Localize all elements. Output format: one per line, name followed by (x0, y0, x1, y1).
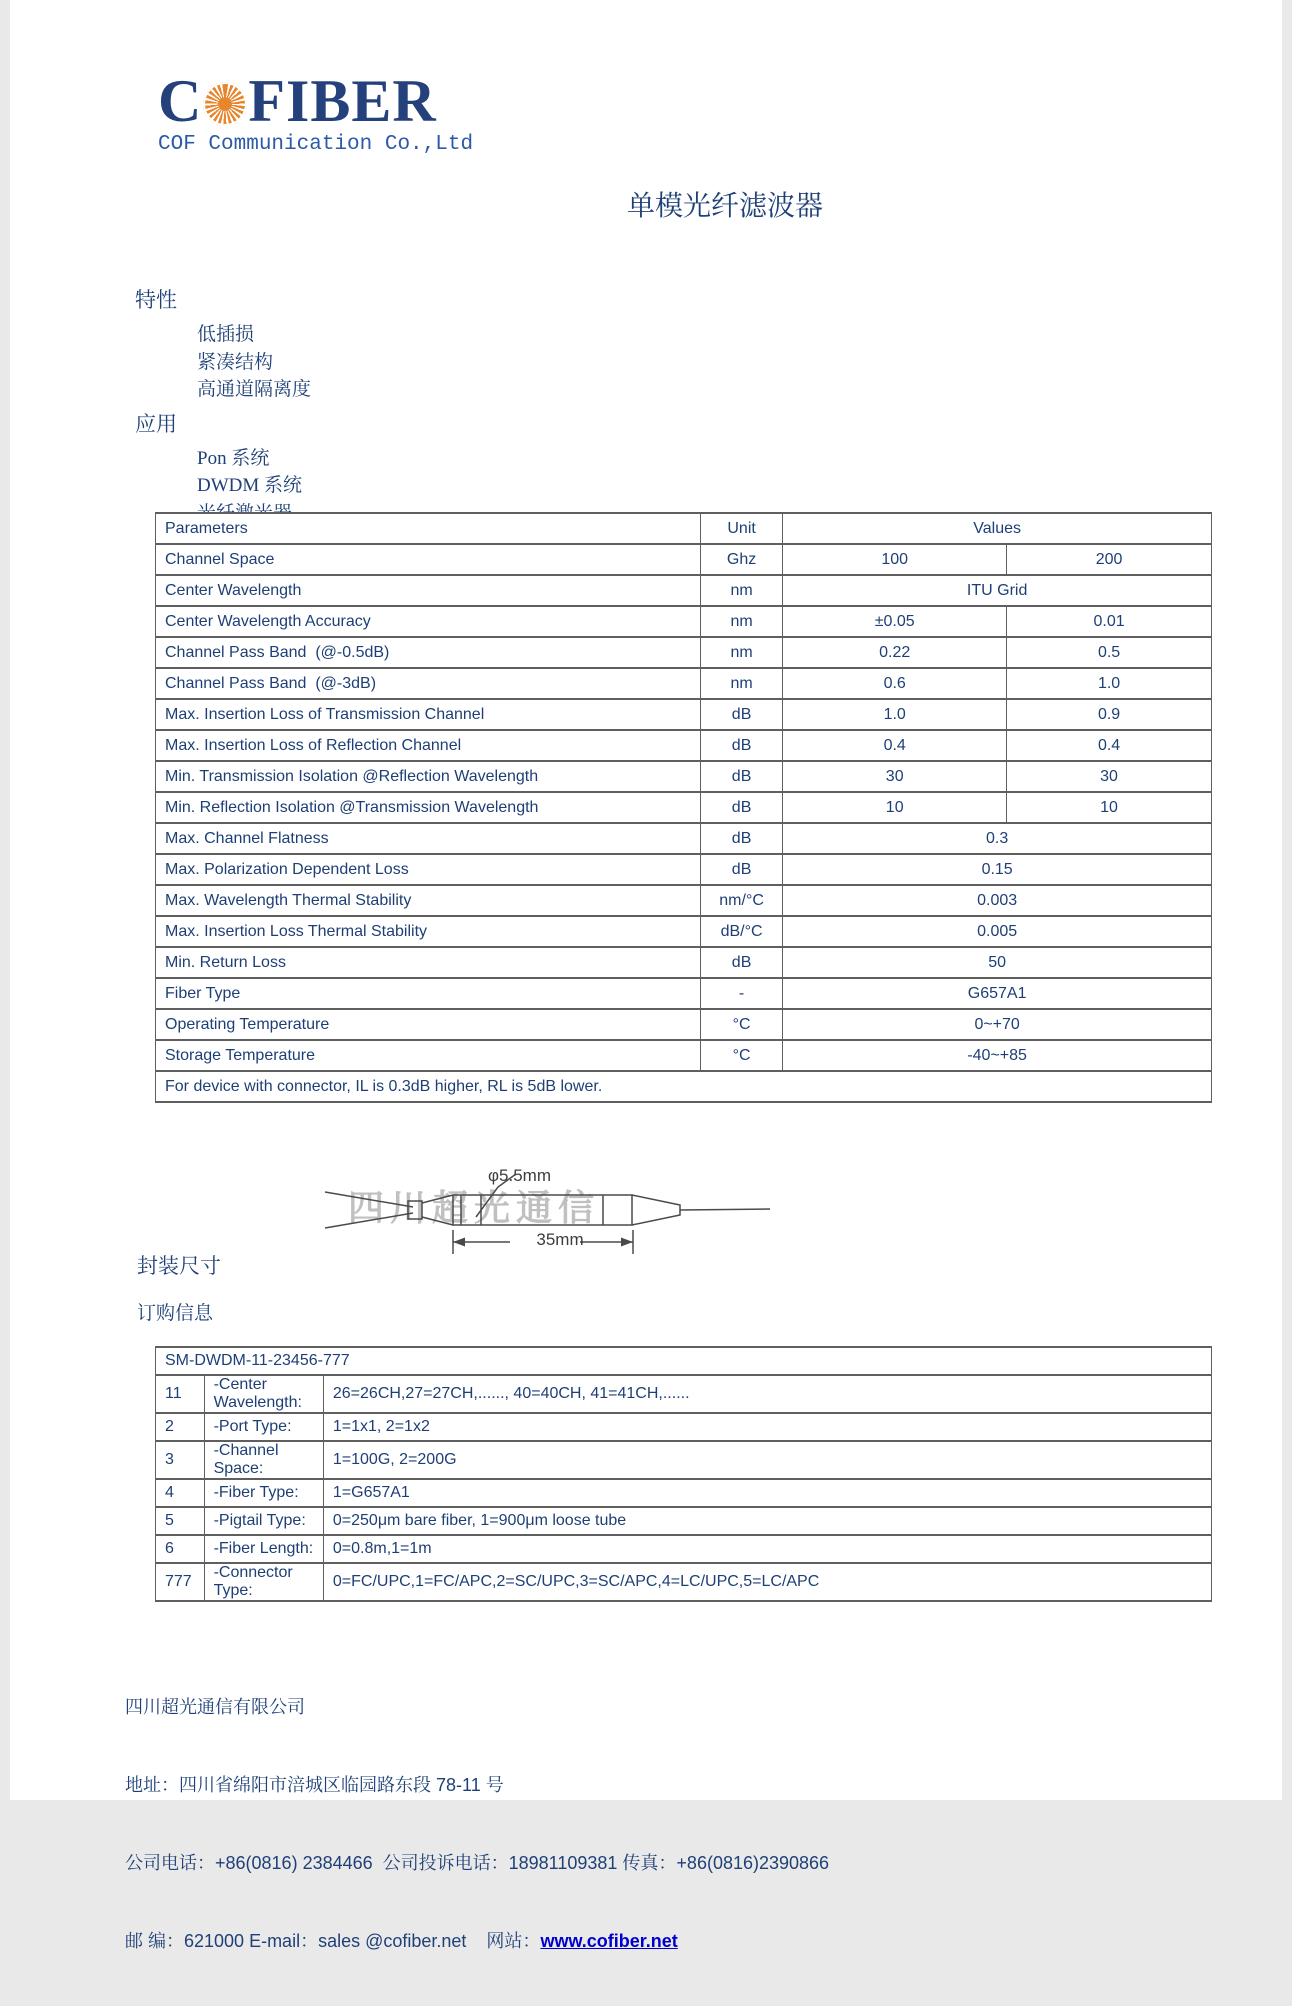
page-title: 单模光纤滤波器 (626, 191, 823, 222)
company-logo (158, 68, 474, 156)
order-desc-cell: 26=26CH,27=27CH,......, 40=40CH, 41=41CH,...... (323, 1375, 1211, 1413)
footer-postal-text: 邮 编：621000 E-mail：sales @cofiber.net 网站： (125, 1931, 541, 1951)
spec-header-values: Values (783, 513, 1212, 544)
value-cell: G657A1 (783, 978, 1212, 1009)
param-cell: Center Wavelength (156, 575, 701, 606)
length-label: 35mm (536, 1230, 584, 1249)
spec-row (156, 761, 1212, 792)
order-label-cell: -Channel Space: (204, 1441, 323, 1479)
value-cell-200g: 0.01 (1007, 606, 1212, 637)
logo-letters-fiber: FIBER (248, 68, 437, 134)
value-cell: -40~+85 (783, 1040, 1212, 1071)
param-cell: Max. Insertion Loss of Transmission Channel (156, 699, 701, 730)
order-label-cell: -Fiber Length: (204, 1535, 323, 1563)
spec-row (156, 978, 1212, 1009)
list-item: 高通道隔离度 (197, 379, 312, 400)
param-cell: Max. Channel Flatness (156, 823, 701, 854)
spec-table-body (156, 544, 1212, 1102)
footer-phones: 公司电话：+86(0816) 2384466 公司投诉电话：18981109381 传真：+86(0816)2390866 (125, 1853, 830, 1873)
param-cell: Channel Pass Band (@-0.5dB) (156, 637, 701, 668)
value-cell: 0.003 (783, 885, 1212, 916)
value-cell-100g: ±0.05 (783, 606, 1007, 637)
value-cell-200g: 0.9 (1007, 699, 1212, 730)
param-cell: Center Wavelength Accuracy (156, 606, 701, 637)
spec-row (156, 854, 1212, 885)
param-cell: Fiber Type (156, 978, 701, 1009)
order-desc-cell: 0=FC/UPC,1=FC/APC,2=SC/UPC,3=SC/APC,4=LC/UPC,5=LC/APC (323, 1563, 1211, 1601)
value-cell-100g: 10 (783, 792, 1007, 823)
value-cell-100g: 0.4 (783, 730, 1007, 761)
ordering-info-heading: 订购信息 (137, 1303, 214, 1324)
unit-cell: dB (700, 699, 782, 730)
spec-footnote-row (156, 1071, 1212, 1102)
logo-subtitle: COF Communication Co.,Ltd (158, 133, 474, 156)
order-code-cell: 777 (156, 1563, 205, 1601)
value-cell: ITU Grid (783, 575, 1212, 606)
spec-row (156, 823, 1212, 854)
unit-cell: nm (700, 606, 782, 637)
param-cell: Min. Reflection Isolation @Transmission Wavelength (156, 792, 701, 823)
footer-postal-line (125, 1928, 829, 1954)
spec-row (156, 947, 1212, 978)
unit-cell: nm (700, 637, 782, 668)
unit-cell: °C (700, 1009, 782, 1040)
ordering-row (156, 1441, 1212, 1479)
diameter-label: φ5.5mm (488, 1166, 551, 1185)
param-cell: Min. Return Loss (156, 947, 701, 978)
unit-cell: dB (700, 823, 782, 854)
features-applications-section (135, 284, 311, 531)
ordering-row (156, 1375, 1212, 1413)
list-item: 紧凑结构 (197, 351, 274, 373)
value-cell: 0.15 (783, 854, 1212, 885)
order-desc-cell: 0=0.8m,1=1m (323, 1535, 1211, 1563)
order-code-cell: 2 (156, 1413, 205, 1441)
param-cell: Max. Polarization Dependent Loss (156, 854, 701, 885)
list-item: DWDM 系统 (197, 475, 303, 496)
list-item: 低插损 (197, 324, 255, 345)
applications-heading: 应用 (135, 411, 177, 436)
features-list (135, 321, 311, 404)
order-code-cell: 4 (156, 1479, 205, 1507)
ordering-table (155, 1346, 1212, 1602)
order-desc-cell: 1=100G, 2=200G (323, 1441, 1211, 1479)
spec-footnote: For device with connector, IL is 0.3dB higher, RL is 5dB lower. (156, 1071, 1212, 1102)
unit-cell: dB (700, 854, 782, 885)
param-cell: Min. Transmission Isolation @Reflection Wavelength (156, 761, 701, 792)
param-cell: Max. Insertion Loss Thermal Stability (156, 916, 701, 947)
spec-row (156, 730, 1212, 761)
spec-row (156, 699, 1212, 730)
value-cell: 0.3 (783, 823, 1212, 854)
ordering-row (156, 1563, 1212, 1601)
param-cell: Channel Pass Band (@-3dB) (156, 668, 701, 699)
spec-row (156, 575, 1212, 606)
spec-row (156, 916, 1212, 947)
value-cell-100g: 100 (783, 544, 1007, 575)
unit-cell: - (700, 978, 782, 1009)
ordering-row (156, 1479, 1212, 1507)
order-label-cell: -Connector Type: (204, 1563, 323, 1601)
unit-cell: nm (700, 668, 782, 699)
unit-cell: nm/°C (700, 885, 782, 916)
value-cell-100g: 1.0 (783, 699, 1007, 730)
value-cell-100g: 0.6 (783, 668, 1007, 699)
param-cell: Max. Wavelength Thermal Stability (156, 885, 701, 916)
spec-header-parameters: Parameters (156, 513, 701, 544)
spec-header-row (156, 513, 1212, 544)
spec-row (156, 1040, 1212, 1071)
part-number-row (156, 1347, 1212, 1375)
value-cell: 0.005 (783, 916, 1212, 947)
value-cell-200g: 10 (1007, 792, 1212, 823)
ordering-table-body (156, 1347, 1212, 1601)
spec-row (156, 792, 1212, 823)
value-cell-100g: 30 (783, 761, 1007, 792)
footer-address: 地址：四川省绵阳市涪城区临园路东段 78-11 号 (125, 1775, 504, 1795)
datasheet-page (10, 0, 1282, 1951)
ordering-row (156, 1413, 1212, 1441)
unit-cell: Ghz (700, 544, 782, 575)
list-item: Pon 系统 (197, 447, 270, 469)
watermark-text: 四川超光通信 (348, 1188, 601, 1228)
order-desc-cell: 1=1x1, 2=1x2 (323, 1413, 1211, 1441)
package-size-heading: 封装尺寸 (137, 1254, 221, 1278)
order-code-cell: 11 (156, 1375, 205, 1413)
logo-letter-c: C (158, 68, 203, 134)
order-code-cell: 6 (156, 1535, 205, 1563)
order-code-cell: 3 (156, 1441, 205, 1479)
logo-wordmark (158, 68, 473, 134)
spec-row (156, 544, 1212, 575)
spec-row (156, 885, 1212, 916)
spec-row (156, 668, 1212, 699)
value-cell-200g: 30 (1007, 761, 1212, 792)
order-code-cell: 5 (156, 1507, 205, 1535)
order-label-cell: -Center Wavelength: (204, 1375, 323, 1413)
value-cell-100g: 0.22 (783, 637, 1007, 668)
param-cell: Storage Temperature (156, 1040, 701, 1071)
footer (125, 1642, 829, 2006)
unit-cell: dB (700, 761, 782, 792)
order-label-cell: -Fiber Type: (204, 1479, 323, 1507)
package-diagram (280, 1162, 800, 1302)
value-cell: 50 (783, 947, 1212, 978)
value-cell-200g: 1.0 (1007, 668, 1212, 699)
unit-cell: dB/°C (700, 916, 782, 947)
param-cell: Max. Insertion Loss of Reflection Channel (156, 730, 701, 761)
unit-cell: dB (700, 730, 782, 761)
spec-row (156, 1009, 1212, 1040)
value-cell: 0~+70 (783, 1009, 1212, 1040)
value-cell-200g: 0.4 (1007, 730, 1212, 761)
order-desc-cell: 1=G657A1 (323, 1479, 1211, 1507)
unit-cell: °C (700, 1040, 782, 1071)
value-cell-200g: 200 (1007, 544, 1212, 575)
features-heading: 特性 (135, 288, 177, 312)
ordering-row (156, 1507, 1212, 1535)
ordering-row (156, 1535, 1212, 1563)
order-desc-cell: 0=250μm bare fiber, 1=900μm loose tube (323, 1507, 1211, 1535)
unit-cell: nm (700, 575, 782, 606)
footer-company: 四川超光通信有限公司 (125, 1697, 305, 1717)
spec-header-unit: Unit (700, 513, 782, 544)
spec-row (156, 637, 1212, 668)
order-label-cell: -Port Type: (204, 1413, 323, 1441)
spec-row (156, 606, 1212, 637)
unit-cell: dB (700, 792, 782, 823)
website-link[interactable]: www.cofiber.net (540, 1931, 678, 1951)
value-cell-200g: 0.5 (1007, 637, 1212, 668)
spec-table (155, 512, 1212, 1103)
order-label-cell: -Pigtail Type: (204, 1507, 323, 1535)
param-cell: Operating Temperature (156, 1009, 701, 1040)
param-cell: Channel Space (156, 544, 701, 575)
sun-icon (203, 82, 247, 126)
unit-cell: dB (700, 947, 782, 978)
part-number: SM-DWDM-11-23456-777 (156, 1347, 1212, 1375)
